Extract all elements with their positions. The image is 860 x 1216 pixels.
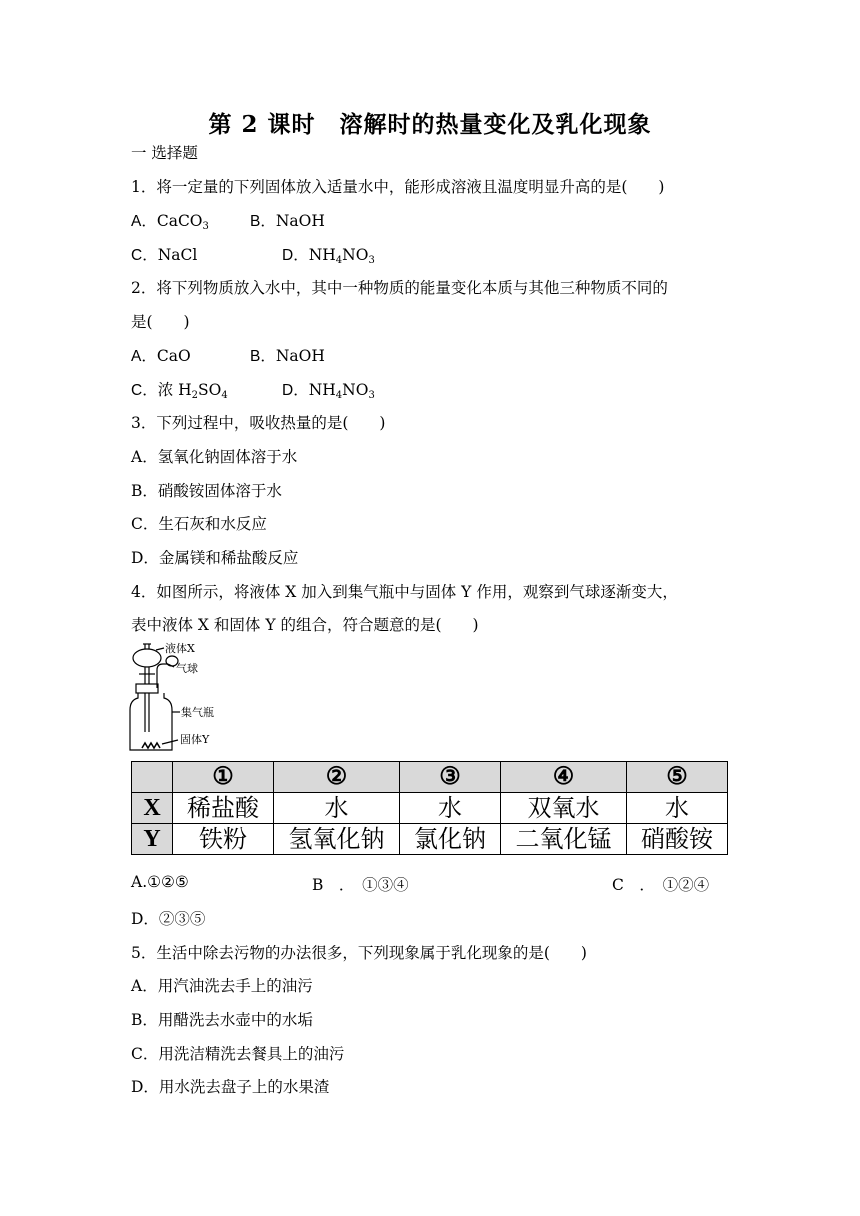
q1-option-b: B．NaOH (250, 212, 325, 230)
table-header-cell: ② (274, 762, 400, 793)
apparatus-diagram (128, 640, 238, 754)
label-balloon: 气球 (176, 662, 198, 675)
table-header-cell: ③ (400, 762, 501, 793)
q1-option-a: A．CaCO$_3$ (131, 212, 209, 232)
label-liquid-x: 液体X (165, 642, 195, 655)
options-table (131, 761, 728, 855)
q2-option-b: B．NaOH (250, 347, 325, 365)
question-4-stem-line1: 4．如图所示，将液体 X 加入到集气瓶中与固体 Y 作用，观察到气球逐渐变大， (131, 583, 678, 601)
gas-bottle (130, 693, 172, 750)
question-2-stem-line1: 2．将下列物质放入水中，其中一种物质的能量变化本质与其他三种物质不同的 (131, 279, 668, 297)
q3-option-c: C．生石灰和水反应 (131, 515, 267, 533)
section-heading: 一 选择题 (131, 144, 198, 162)
page-title: 第 2 课时 溶解时的热量变化及乳化现象 (208, 111, 652, 138)
table-header-cell: ⑤ (627, 762, 728, 793)
q2-option-d: D．$NH_4NO_3$ (282, 381, 375, 401)
question-4-stem-line2: 表中液体 X 和固体 Y 的组合，符合题意的是( ) (131, 616, 479, 634)
q5-option-a: A．用汽油洗去手上的油污 (131, 977, 313, 995)
q1-option-d: D．$NH_4NO_3$ (282, 246, 375, 266)
question-5-stem: 5．生活中除去污物的办法很多，下列现象属于乳化现象的是( ) (131, 944, 587, 962)
table-header-row (132, 762, 728, 793)
label-solid-y: 固体Y (180, 733, 210, 746)
table-cell: 稀盐酸 (173, 793, 274, 824)
table-cell: 二氧化锰 (501, 824, 627, 855)
table-cell: 硝酸铵 (627, 824, 728, 855)
q3-option-a: A．氢氧化钠固体溶于水 (131, 448, 298, 466)
q2-option-a: A．CaO (131, 347, 191, 365)
table-cell: 氢氧化钠 (274, 824, 400, 855)
q2-option-c: C．浓 $H_2SO_4$ (131, 381, 228, 401)
question-1-stem: 1．将一定量的下列固体放入适量水中，能形成溶液且温度明显升高的是( ) (131, 178, 665, 196)
label-gas-bottle: 集气瓶 (181, 706, 214, 719)
table-row-x (132, 793, 728, 824)
q4-option-b: B ． ①③④ (312, 876, 409, 894)
row-label-y: Y (132, 824, 173, 855)
q5-option-b: B．用醋洗去水壶中的水垢 (131, 1011, 313, 1029)
question-3-stem: 3．下列过程中，吸收热量的是( ) (131, 414, 386, 432)
funnel-bulb (133, 649, 161, 667)
q4-option-c: C ． ①②④ (612, 876, 710, 894)
table-cell: 水 (400, 793, 501, 824)
q4-option-d: D．②③⑤ (131, 910, 206, 928)
q3-option-b: B．硝酸铵固体溶于水 (131, 482, 282, 500)
table-header-cell: ① (173, 762, 274, 793)
table-cell: 水 (274, 793, 400, 824)
table-cell: 氯化钠 (400, 824, 501, 855)
table-cell: 铁粉 (173, 824, 274, 855)
q5-option-c: C．用洗洁精洗去餐具上的油污 (131, 1045, 345, 1063)
question-2-stem-line2: 是( ) (131, 313, 190, 331)
table-header-cell: ④ (501, 762, 627, 793)
q5-option-d: D．用水洗去盘子上的水果渣 (131, 1078, 330, 1096)
table-corner-cell (132, 762, 173, 793)
q4-option-a: A.①②⑤ (131, 873, 189, 891)
q3-option-d: D．金属镁和稀盐酸反应 (131, 549, 299, 567)
table-row-y (132, 824, 728, 855)
table-cell: 水 (627, 793, 728, 824)
table-cell: 双氧水 (501, 793, 627, 824)
row-label-x: X (132, 793, 173, 824)
q1-option-c: C．NaCl (131, 246, 198, 264)
